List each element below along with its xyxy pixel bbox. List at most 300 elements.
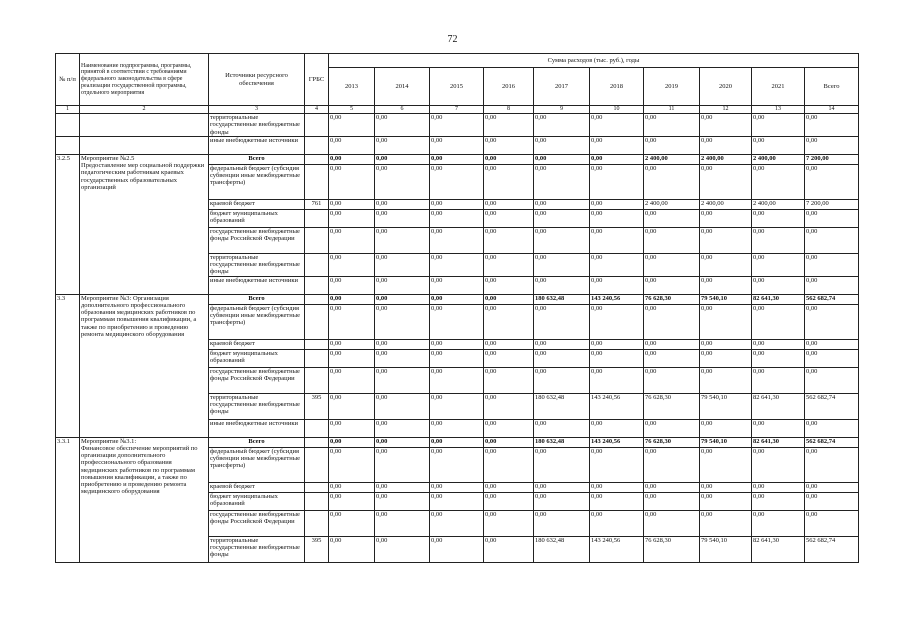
row-name — [80, 154, 209, 294]
header-col-num: № п/п — [56, 54, 80, 106]
amount-cell: 0,00 — [534, 199, 590, 209]
amount-cell: 0,00 — [375, 349, 430, 367]
amount-cell: 180 632,48 — [534, 393, 590, 419]
amount-cell: 0,00 — [805, 209, 859, 227]
measure-description: Предоставление мер социальной поддержки педагогическим работникам краевых государственных образовательных организаций — [81, 162, 205, 191]
grbs-code — [305, 419, 329, 437]
amount-cell: 76 628,30 — [644, 437, 700, 447]
grbs-code — [305, 339, 329, 349]
amount-cell: 0,00 — [590, 253, 644, 276]
amount-cell: 0,00 — [590, 304, 644, 339]
header-col-index: 13 — [752, 106, 805, 114]
amount-cell: 0,00 — [590, 209, 644, 227]
funding-source: территориальные государственные внебюджетные фонды — [209, 253, 305, 276]
header-col-index: 5 — [329, 106, 375, 114]
amount-cell: 0,00 — [329, 227, 375, 253]
amount-cell: 143 240,56 — [590, 437, 644, 447]
amount-cell: 0,00 — [534, 276, 590, 294]
amount-cell: 0,00 — [590, 419, 644, 437]
amount-cell: 0,00 — [484, 349, 534, 367]
amount-cell: 0,00 — [644, 482, 700, 492]
table-body — [56, 114, 859, 563]
amount-cell: 0,00 — [375, 393, 430, 419]
amount-cell: 0,00 — [805, 339, 859, 349]
amount-cell: 0,00 — [590, 482, 644, 492]
amount-cell: 0,00 — [375, 209, 430, 227]
amount-cell: 0,00 — [375, 437, 430, 447]
amount-cell: 0,00 — [752, 304, 805, 339]
amount-cell: 0,00 — [484, 164, 534, 199]
row-name — [80, 294, 209, 437]
amount-cell: 0,00 — [329, 164, 375, 199]
amount-cell: 0,00 — [484, 393, 534, 419]
amount-cell: 0,00 — [329, 367, 375, 393]
amount-cell: 0,00 — [644, 447, 700, 482]
table-row — [56, 294, 859, 304]
amount-cell: 0,00 — [534, 304, 590, 339]
expenditure-table — [55, 53, 859, 563]
amount-cell: 0,00 — [700, 482, 752, 492]
amount-cell: 0,00 — [484, 253, 534, 276]
amount-cell: 0,00 — [534, 339, 590, 349]
amount-cell: 143 240,56 — [590, 536, 644, 562]
amount-cell: 82 641,30 — [752, 536, 805, 562]
amount-cell: 0,00 — [752, 510, 805, 536]
amount-cell: 143 240,56 — [590, 294, 644, 304]
amount-cell: 0,00 — [590, 447, 644, 482]
header-col-index: 7 — [430, 106, 484, 114]
funding-source: территориальные государственные внебюджетные фонды — [209, 393, 305, 419]
amount-cell: 0,00 — [430, 339, 484, 349]
amount-cell: 0,00 — [329, 482, 375, 492]
grbs-code — [305, 304, 329, 339]
amount-cell: 0,00 — [484, 510, 534, 536]
amount-cell: 0,00 — [644, 164, 700, 199]
amount-cell: 0,00 — [484, 339, 534, 349]
amount-cell: 0,00 — [644, 136, 700, 154]
amount-cell: 0,00 — [805, 136, 859, 154]
amount-cell: 0,00 — [329, 114, 375, 137]
amount-cell: 0,00 — [644, 227, 700, 253]
header-year: Всего — [805, 68, 859, 106]
amount-cell: 0,00 — [534, 253, 590, 276]
amount-cell: 0,00 — [534, 349, 590, 367]
grbs-code — [305, 209, 329, 227]
amount-cell: 0,00 — [590, 164, 644, 199]
funding-source: иные внебюджетные источники — [209, 276, 305, 294]
header-year: 2016 — [484, 68, 534, 106]
amount-cell: 0,00 — [590, 136, 644, 154]
amount-cell: 79 540,10 — [700, 536, 752, 562]
amount-cell: 0,00 — [752, 136, 805, 154]
amount-cell: 0,00 — [700, 510, 752, 536]
amount-cell: 0,00 — [484, 304, 534, 339]
amount-cell: 7 200,00 — [805, 154, 859, 164]
amount-cell: 0,00 — [700, 447, 752, 482]
amount-cell: 0,00 — [534, 367, 590, 393]
amount-cell: 0,00 — [375, 419, 430, 437]
amount-cell: 0,00 — [534, 114, 590, 137]
header-year: 2014 — [375, 68, 430, 106]
funding-source: бюджет муниципальных образований — [209, 209, 305, 227]
table-row — [56, 136, 859, 154]
measure-title: Мероприятие №3.1: — [81, 437, 137, 445]
amount-cell: 0,00 — [752, 447, 805, 482]
amount-cell: 0,00 — [484, 276, 534, 294]
amount-cell: 0,00 — [484, 154, 534, 164]
amount-cell: 76 628,30 — [644, 294, 700, 304]
amount-cell: 82 641,30 — [752, 437, 805, 447]
funding-source: федеральный бюджет (субсидия субвенции иные межбюджетные трансферты) — [209, 304, 305, 339]
amount-cell: 0,00 — [430, 419, 484, 437]
funding-source: государственные внебюджетные фонды Российской Федерации — [209, 227, 305, 253]
header-col-index: 3 — [209, 106, 305, 114]
amount-cell: 0,00 — [700, 367, 752, 393]
amount-cell: 0,00 — [534, 482, 590, 492]
amount-cell: 0,00 — [805, 164, 859, 199]
amount-cell: 0,00 — [534, 510, 590, 536]
grbs-code — [305, 294, 329, 304]
amount-cell: 0,00 — [752, 349, 805, 367]
funding-source: краевой бюджет — [209, 482, 305, 492]
amount-cell: 0,00 — [805, 114, 859, 137]
amount-cell: 0,00 — [534, 419, 590, 437]
amount-cell: 0,00 — [644, 276, 700, 294]
header-col-index: 8 — [484, 106, 534, 114]
amount-cell: 0,00 — [430, 276, 484, 294]
amount-cell: 0,00 — [484, 367, 534, 393]
amount-cell: 0,00 — [644, 367, 700, 393]
amount-cell: 0,00 — [430, 294, 484, 304]
amount-cell: 0,00 — [430, 304, 484, 339]
header-numbering-row — [56, 106, 859, 114]
amount-cell: 0,00 — [375, 276, 430, 294]
header-col-name: Наименование подпрограммы, программы, принятой в соответствии с требованиями федерального законодательства в сфере реализации государственной программы, отдельного мероприятия — [80, 54, 209, 106]
amount-cell: 0,00 — [534, 492, 590, 510]
funding-source: территориальные государственные внебюджетные фонды — [209, 114, 305, 137]
amount-cell: 0,00 — [752, 227, 805, 253]
amount-cell: 0,00 — [752, 209, 805, 227]
header-col-index: 2 — [80, 106, 209, 114]
amount-cell: 0,00 — [430, 199, 484, 209]
amount-cell: 0,00 — [700, 209, 752, 227]
funding-source: государственные внебюджетные фонды Российской Федерации — [209, 367, 305, 393]
amount-cell: 0,00 — [805, 492, 859, 510]
funding-source: федеральный бюджет (субсидия субвенции иные межбюджетные трансферты) — [209, 164, 305, 199]
row-name — [80, 136, 209, 154]
header-year: 2020 — [700, 68, 752, 106]
amount-cell: 76 628,30 — [644, 393, 700, 419]
amount-cell: 0,00 — [430, 510, 484, 536]
amount-cell: 0,00 — [590, 510, 644, 536]
amount-cell: 0,00 — [329, 339, 375, 349]
amount-cell: 0,00 — [375, 253, 430, 276]
amount-cell: 0,00 — [329, 419, 375, 437]
amount-cell: 0,00 — [700, 492, 752, 510]
amount-cell: 2 400,00 — [700, 154, 752, 164]
amount-cell: 0,00 — [590, 227, 644, 253]
amount-cell: 7 200,00 — [805, 199, 859, 209]
amount-cell: 0,00 — [644, 492, 700, 510]
amount-cell: 0,00 — [484, 482, 534, 492]
funding-source: иные внебюджетные источники — [209, 136, 305, 154]
amount-cell: 143 240,56 — [590, 393, 644, 419]
grbs-code — [305, 492, 329, 510]
funding-source: Всего — [209, 437, 305, 447]
grbs-code — [305, 154, 329, 164]
amount-cell: 79 540,10 — [700, 393, 752, 419]
amount-cell: 0,00 — [534, 164, 590, 199]
amount-cell: 79 540,10 — [700, 294, 752, 304]
header-sum-title: Сумма расходов (тыс. руб.), годы — [329, 54, 859, 68]
amount-cell: 0,00 — [430, 492, 484, 510]
amount-cell: 0,00 — [644, 339, 700, 349]
header-col-index: 11 — [644, 106, 700, 114]
grbs-code — [305, 447, 329, 482]
funding-source: государственные внебюджетные фонды Российской Федерации — [209, 510, 305, 536]
amount-cell: 2 400,00 — [752, 154, 805, 164]
amount-cell: 0,00 — [752, 253, 805, 276]
amount-cell: 0,00 — [700, 227, 752, 253]
amount-cell: 0,00 — [484, 294, 534, 304]
amount-cell: 0,00 — [534, 154, 590, 164]
header-year: 2017 — [534, 68, 590, 106]
amount-cell: 2 400,00 — [644, 154, 700, 164]
amount-cell: 0,00 — [375, 294, 430, 304]
amount-cell: 0,00 — [430, 136, 484, 154]
header-col-index: 14 — [805, 106, 859, 114]
amount-cell: 0,00 — [375, 339, 430, 349]
amount-cell: 0,00 — [484, 209, 534, 227]
amount-cell: 0,00 — [484, 437, 534, 447]
funding-source: краевой бюджет — [209, 199, 305, 209]
amount-cell: 0,00 — [805, 447, 859, 482]
amount-cell: 0,00 — [590, 276, 644, 294]
amount-cell: 0,00 — [805, 349, 859, 367]
row-number: 3.2.5 — [56, 154, 80, 294]
amount-cell: 0,00 — [644, 253, 700, 276]
grbs-code — [305, 227, 329, 253]
funding-source: Всего — [209, 154, 305, 164]
amount-cell: 79 540,10 — [700, 437, 752, 447]
amount-cell: 0,00 — [484, 114, 534, 137]
amount-cell: 0,00 — [430, 482, 484, 492]
amount-cell: 0,00 — [430, 393, 484, 419]
amount-cell: 0,00 — [700, 349, 752, 367]
amount-cell: 0,00 — [752, 492, 805, 510]
amount-cell: 0,00 — [590, 492, 644, 510]
amount-cell: 0,00 — [700, 164, 752, 199]
amount-cell: 0,00 — [375, 536, 430, 562]
measure-title: Мероприятие №2.5 — [81, 154, 135, 162]
amount-cell: 0,00 — [484, 447, 534, 482]
grbs-code — [305, 164, 329, 199]
amount-cell: 0,00 — [484, 419, 534, 437]
amount-cell: 0,00 — [644, 419, 700, 437]
amount-cell: 2 400,00 — [752, 199, 805, 209]
amount-cell: 0,00 — [329, 276, 375, 294]
amount-cell: 0,00 — [805, 367, 859, 393]
row-number: 3.3.1 — [56, 437, 80, 562]
amount-cell: 0,00 — [329, 294, 375, 304]
funding-source: бюджет муниципальных образований — [209, 492, 305, 510]
amount-cell: 0,00 — [805, 304, 859, 339]
amount-cell: 82 641,30 — [752, 294, 805, 304]
funding-source: иные внебюджетные источники — [209, 419, 305, 437]
amount-cell: 0,00 — [700, 136, 752, 154]
amount-cell: 562 682,74 — [805, 393, 859, 419]
amount-cell: 0,00 — [534, 447, 590, 482]
amount-cell: 0,00 — [534, 136, 590, 154]
amount-cell: 0,00 — [329, 154, 375, 164]
amount-cell: 0,00 — [375, 492, 430, 510]
grbs-code: 761 — [305, 199, 329, 209]
measure-title: Мероприятие №3: Организация дополнительного профессионального образования медицинских работников по программам повышения квалификации, а также по приобретению и проведению ремонта медицинского оборудования — [81, 294, 197, 338]
amount-cell: 0,00 — [430, 367, 484, 393]
table-row — [56, 114, 859, 137]
table-row — [56, 154, 859, 164]
amount-cell: 0,00 — [484, 136, 534, 154]
amount-cell: 0,00 — [329, 136, 375, 154]
amount-cell: 0,00 — [752, 164, 805, 199]
funding-source: территориальные государственные внебюджетные фонды — [209, 536, 305, 562]
amount-cell: 0,00 — [430, 154, 484, 164]
funding-source: краевой бюджет — [209, 339, 305, 349]
amount-cell: 180 632,48 — [534, 536, 590, 562]
amount-cell: 0,00 — [329, 253, 375, 276]
row-name — [80, 437, 209, 562]
header-col-source: Источники ресурсного обеспечения — [209, 54, 305, 106]
amount-cell: 0,00 — [805, 253, 859, 276]
amount-cell: 0,00 — [805, 510, 859, 536]
amount-cell: 2 400,00 — [644, 199, 700, 209]
amount-cell: 0,00 — [484, 199, 534, 209]
amount-cell: 0,00 — [329, 536, 375, 562]
amount-cell: 0,00 — [484, 492, 534, 510]
amount-cell: 0,00 — [329, 393, 375, 419]
grbs-code — [305, 136, 329, 154]
grbs-code — [305, 253, 329, 276]
amount-cell: 0,00 — [484, 536, 534, 562]
header-year: 2018 — [590, 68, 644, 106]
amount-cell: 562 682,74 — [805, 294, 859, 304]
amount-cell: 180 632,48 — [534, 437, 590, 447]
amount-cell: 0,00 — [700, 253, 752, 276]
grbs-code — [305, 510, 329, 536]
amount-cell: 0,00 — [375, 114, 430, 137]
amount-cell: 0,00 — [590, 199, 644, 209]
amount-cell: 0,00 — [752, 482, 805, 492]
amount-cell: 76 628,30 — [644, 536, 700, 562]
amount-cell: 0,00 — [805, 482, 859, 492]
amount-cell: 562 682,74 — [805, 536, 859, 562]
header-col-index: 9 — [534, 106, 590, 114]
header-year: 2021 — [752, 68, 805, 106]
amount-cell: 0,00 — [805, 227, 859, 253]
amount-cell: 0,00 — [590, 367, 644, 393]
grbs-code — [305, 349, 329, 367]
amount-cell: 0,00 — [375, 227, 430, 253]
header-col-index: 12 — [700, 106, 752, 114]
header-col-index: 6 — [375, 106, 430, 114]
funding-source: Всего — [209, 294, 305, 304]
row-number — [56, 114, 80, 137]
amount-cell: 0,00 — [430, 164, 484, 199]
amount-cell: 0,00 — [700, 419, 752, 437]
amount-cell: 0,00 — [430, 227, 484, 253]
grbs-code — [305, 114, 329, 137]
amount-cell: 0,00 — [644, 209, 700, 227]
amount-cell: 0,00 — [700, 339, 752, 349]
amount-cell: 0,00 — [805, 419, 859, 437]
measure-description: Финансовое обеспечение мероприятий по организации дополнительного профессионального образования медицинских работников по программам повышения квалификации, а также по приобретению и проведению ремонта медицинского оборудования — [81, 444, 198, 496]
amount-cell: 0,00 — [430, 114, 484, 137]
grbs-code — [305, 482, 329, 492]
amount-cell: 0,00 — [644, 349, 700, 367]
funding-source: федеральный бюджет (субсидия субвенции иные межбюджетные трансферты) — [209, 447, 305, 482]
amount-cell: 0,00 — [752, 276, 805, 294]
header-year: 2019 — [644, 68, 700, 106]
amount-cell: 0,00 — [329, 492, 375, 510]
amount-cell: 0,00 — [644, 510, 700, 536]
amount-cell: 0,00 — [590, 154, 644, 164]
amount-cell: 180 632,48 — [534, 294, 590, 304]
amount-cell: 0,00 — [375, 154, 430, 164]
grbs-code — [305, 437, 329, 447]
amount-cell: 0,00 — [590, 349, 644, 367]
amount-cell: 562 682,74 — [805, 437, 859, 447]
amount-cell: 2 400,00 — [700, 199, 752, 209]
grbs-code — [305, 276, 329, 294]
amount-cell: 0,00 — [375, 136, 430, 154]
amount-cell: 0,00 — [329, 209, 375, 227]
amount-cell: 0,00 — [430, 349, 484, 367]
header-year: 2013 — [329, 68, 375, 106]
amount-cell: 0,00 — [430, 209, 484, 227]
header-col-index: 1 — [56, 106, 80, 114]
header-col-index: 10 — [590, 106, 644, 114]
row-number: 3.3 — [56, 294, 80, 437]
amount-cell: 0,00 — [752, 339, 805, 349]
amount-cell: 0,00 — [700, 304, 752, 339]
funding-source: бюджет муниципальных образований — [209, 349, 305, 367]
amount-cell: 0,00 — [534, 227, 590, 253]
grbs-code — [305, 367, 329, 393]
amount-cell: 0,00 — [329, 349, 375, 367]
amount-cell: 0,00 — [375, 510, 430, 536]
amount-cell: 0,00 — [430, 447, 484, 482]
row-name — [80, 114, 209, 137]
amount-cell: 0,00 — [700, 276, 752, 294]
amount-cell: 0,00 — [329, 510, 375, 536]
header-col-index: 4 — [305, 106, 329, 114]
amount-cell: 0,00 — [430, 437, 484, 447]
amount-cell: 0,00 — [590, 339, 644, 349]
amount-cell: 0,00 — [329, 447, 375, 482]
grbs-code: 395 — [305, 536, 329, 562]
amount-cell: 0,00 — [329, 437, 375, 447]
amount-cell: 0,00 — [375, 447, 430, 482]
amount-cell: 0,00 — [805, 276, 859, 294]
header-row-1 — [56, 54, 859, 68]
amount-cell: 0,00 — [375, 164, 430, 199]
grbs-code: 395 — [305, 393, 329, 419]
header-year: 2015 — [430, 68, 484, 106]
amount-cell: 0,00 — [430, 536, 484, 562]
amount-cell: 82 641,30 — [752, 393, 805, 419]
amount-cell: 0,00 — [329, 304, 375, 339]
amount-cell: 0,00 — [430, 253, 484, 276]
